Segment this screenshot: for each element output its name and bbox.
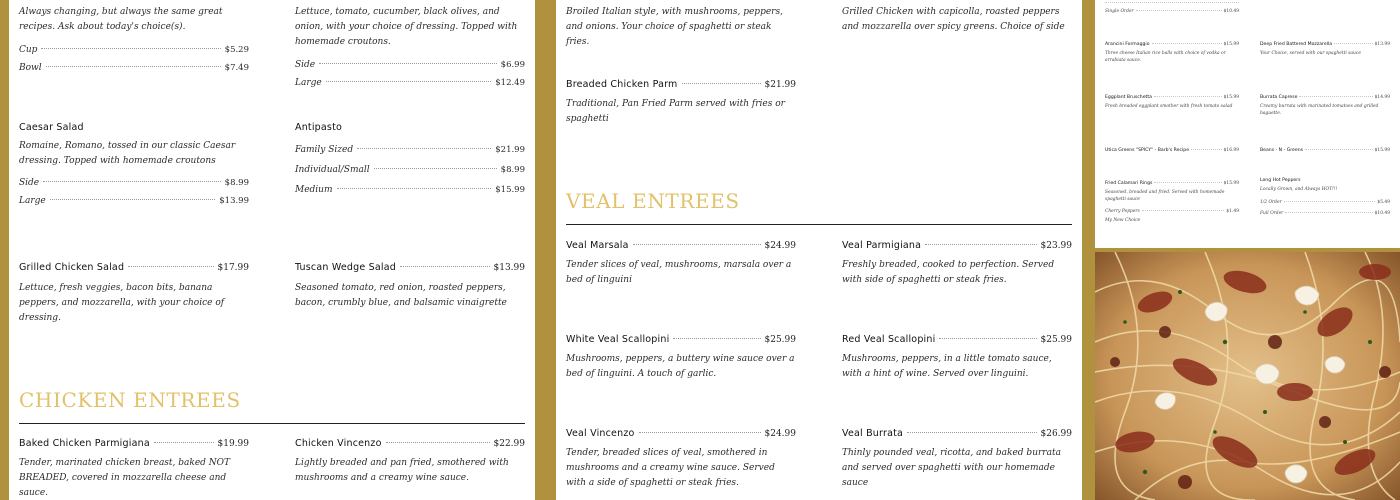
breaded-chicken-parm-item <box>566 79 796 127</box>
price: $15.99 <box>1374 148 1390 153</box>
item-header <box>295 262 525 273</box>
item-header <box>1105 42 1239 47</box>
size-label: Large <box>19 196 46 206</box>
item-header <box>1105 95 1239 100</box>
section-divider <box>19 423 525 424</box>
size-label: Cherry Peppers <box>1105 209 1140 214</box>
price: $15.99 <box>1223 181 1239 186</box>
size-label: Single Order <box>1105 9 1134 14</box>
burrata-caprese-item <box>1260 95 1390 117</box>
price: $19.99 <box>217 439 249 449</box>
price-row <box>19 178 249 188</box>
section-heading-veal: VEAL ENTREES <box>566 189 740 213</box>
fried-mozzarella-item <box>1260 42 1390 58</box>
price-row <box>295 185 525 195</box>
item-description: Lettuce, fresh veggies, bacon bits, banana peppers, and mozzarella, with your choice of dressing. <box>19 283 225 323</box>
size-label: Individual/Small <box>295 165 370 175</box>
item-header <box>566 79 796 90</box>
price-row <box>1260 200 1390 205</box>
item-header <box>842 334 1072 345</box>
item-description: Mushrooms, peppers, in a little tomato sauce, with a hint of wine. Served over linguini. <box>842 354 1052 379</box>
grilled-chicken-salad-item <box>19 262 249 326</box>
price: $7.49 <box>224 63 249 73</box>
item-header <box>1260 148 1390 153</box>
utica-greens-item <box>1105 148 1239 153</box>
price-row <box>1105 209 1239 214</box>
item-description: Traditional, Pan Fried Parm served with fries or spaghetti <box>566 99 785 124</box>
item-description: Thinly pounded veal, ricotta, and baked burrata and served over spaghetti with our homemade sauce <box>842 448 1061 488</box>
cut-off-row <box>1105 0 1239 3</box>
item-description: Locally Grown, and Always HOT!!! <box>1260 187 1338 192</box>
item-description: Creamy burrata with marinated tomatoes and grilled baguette. <box>1260 104 1379 116</box>
item-header <box>1105 181 1239 186</box>
item-title: Baked Chicken Parmigiana <box>19 438 150 449</box>
price: $26.99 <box>1040 429 1072 439</box>
price: $17.99 <box>217 263 249 273</box>
item-header <box>19 438 249 449</box>
veal-burrata-item <box>842 428 1072 491</box>
size-label: Full Order <box>1260 210 1284 216</box>
tuscan-wedge-item <box>295 262 525 311</box>
item-header <box>1260 95 1390 100</box>
long-hot-peppers-item <box>1260 178 1390 216</box>
price: $10.49 <box>1374 210 1390 216</box>
price: $15.99 <box>495 185 525 195</box>
red-veal-scallopini-item <box>842 334 1072 382</box>
veal-parmigiana-item <box>842 240 1072 288</box>
price: $12.49 <box>495 78 525 88</box>
price: $8.99 <box>500 165 525 175</box>
item-title: Veal Marsala <box>566 240 629 251</box>
price: $25.99 <box>1040 335 1072 345</box>
item-title: Long Hot Peppers <box>1260 178 1301 183</box>
beans-greens-item <box>1260 148 1390 153</box>
size-label: Cup <box>19 45 38 55</box>
item-header <box>842 240 1072 251</box>
price-row <box>1105 9 1239 14</box>
price-row <box>295 145 525 155</box>
item-description: Fresh breaded eggplant smother with fresh tomato salad <box>1105 104 1233 109</box>
price: $24.99 <box>764 241 796 251</box>
chicken-vincenzo-item <box>295 438 525 486</box>
price: $15.99 <box>1223 95 1239 100</box>
item-description: Broiled Italian style, with mushrooms, peppers, and onions. Your choice of spaghetti or steak fries. <box>566 7 783 47</box>
price-row <box>295 165 525 175</box>
size-label: Side <box>295 60 316 70</box>
price: $5.49 <box>1377 199 1390 205</box>
size-label: Medium <box>295 185 333 195</box>
item-header <box>566 428 796 439</box>
item-title: Veal Burrata <box>842 428 904 439</box>
item-description: Freshly breaded, cooked to perfection. Served with side of spaghetti or steak fries. <box>842 260 1055 285</box>
item-header <box>566 240 796 251</box>
item-title: Burrata Caprese <box>1260 95 1298 100</box>
item-description: Grilled Chicken with capicolla, roasted peppers and mozzarella over spicy greens. Choice of side <box>842 7 1065 32</box>
soup-item <box>19 5 249 73</box>
item-header <box>19 262 249 273</box>
price: $16.99 <box>1223 148 1239 153</box>
item-description: Tender, marinated chicken breast, baked NOT BREADED, covered in mozzarella cheese and sauce. <box>19 458 231 498</box>
pasta-food-photo <box>1095 252 1400 500</box>
item-description: Your Choice, served with our spaghetti sauce <box>1260 51 1361 56</box>
price: $15.99 <box>1223 42 1239 47</box>
price: $21.99 <box>764 80 796 90</box>
item-title: Grilled Chicken Salad <box>19 262 125 273</box>
item-title: Utica Greens "SPICY" - Barb's Recipe <box>1105 148 1190 153</box>
price: $21.99 <box>495 145 525 155</box>
item-title: Fried Calamari Rings <box>1105 181 1153 186</box>
grilled-chicken-item-description <box>842 5 1072 35</box>
price: $5.29 <box>224 45 249 55</box>
pasta-dish-image <box>1095 252 1400 500</box>
price: $8.99 <box>224 178 249 188</box>
item-note: My New Choice <box>1105 218 1141 223</box>
item-title: Arancini Formaggio <box>1105 42 1150 47</box>
item-header <box>566 334 796 345</box>
item-header <box>1105 148 1239 153</box>
price: $14.99 <box>1374 95 1390 100</box>
price-row <box>295 60 525 70</box>
price-row <box>19 45 249 55</box>
top-price-row <box>1105 9 1239 14</box>
menu-page-veal <box>556 0 1082 500</box>
price: $13.99 <box>1374 42 1390 47</box>
section-divider <box>566 224 1072 225</box>
item-description: Seasoned, breaded and fried. Served with homemade spaghetti sauce <box>1105 190 1225 202</box>
price-row <box>295 78 525 88</box>
antipasto-item <box>295 122 525 195</box>
item-title: Veal Vincenzo <box>566 428 635 439</box>
house-salad-item <box>295 5 525 88</box>
item-header <box>842 428 1072 439</box>
item-title: Breaded Chicken Parm <box>566 79 678 90</box>
salad-description: Lettuce, tomato, cucumber, black olives, and onion, with your choice of dressing. Topped with homemade croutons. <box>295 7 518 47</box>
caesar-salad-item <box>19 122 249 206</box>
baked-chicken-parmigiana-item <box>19 438 249 500</box>
price: $13.99 <box>493 263 525 273</box>
price: $6.99 <box>500 60 525 70</box>
menu-page-appetizers <box>1095 0 1400 248</box>
fried-calamari-item <box>1105 181 1239 225</box>
item-header <box>295 438 525 449</box>
soup-description: Always changing, but always the same great recipes. Ask about today's choice(s). <box>19 7 223 32</box>
item-description: Romaine, Romano, tossed in our classic Caesar dressing. Topped with homemade croutons <box>19 141 236 166</box>
item-description: Tender slices of veal, mushrooms, marsala over a bed of linguini <box>566 260 792 285</box>
item-title: Tuscan Wedge Salad <box>295 262 396 273</box>
item-header <box>1260 42 1390 47</box>
item-description: Lightly breaded and pan fried, smothered with mushrooms and a creamy wine sauce. <box>295 458 509 483</box>
price: $24.99 <box>764 429 796 439</box>
item-description: Tender, breaded slices of veal, smothered in mushrooms and a creamy wine sauce. Served with a side of spaghetti or steak fries. <box>566 448 775 488</box>
price: $25.99 <box>764 335 796 345</box>
size-label: Family Sized <box>295 145 354 155</box>
item-title: Veal Parmigiana <box>842 240 922 251</box>
price: $1.49 <box>1226 209 1239 214</box>
menu-page-salads-chicken <box>9 0 535 500</box>
item-title: White Veal Scallopini <box>566 334 670 345</box>
item-title: Antipasto <box>295 122 343 133</box>
price-row <box>19 196 249 206</box>
item-title: Caesar Salad <box>19 122 84 133</box>
item-description: Three cheese Italian rice balls with choice of vodka or arrabiata sauce. <box>1105 51 1226 63</box>
item-description: Mushrooms, peppers, a buttery wine sauce over a bed of linguini. A touch of garlic. <box>566 354 795 379</box>
arancini-item <box>1105 42 1239 64</box>
size-label: Bowl <box>19 63 42 73</box>
price: $23.99 <box>1040 241 1072 251</box>
section-heading-chicken: CHICKEN ENTREES <box>19 388 241 412</box>
item-title: Beans - N - Greens <box>1260 148 1303 153</box>
price-row <box>1260 211 1390 216</box>
price-row <box>19 63 249 73</box>
size-label: 1/2 Order <box>1260 199 1282 205</box>
size-label: Side <box>19 178 40 188</box>
price: $13.99 <box>219 196 249 206</box>
price: $10.49 <box>1223 9 1239 14</box>
item-title: Red Veal Scallopini <box>842 334 936 345</box>
price: $22.99 <box>493 439 525 449</box>
veal-vincenzo-item <box>566 428 796 491</box>
broiled-item-description <box>566 5 796 50</box>
item-title: Eggplant Bruschetta <box>1105 95 1152 100</box>
item-title: Chicken Vincenzo <box>295 438 382 449</box>
item-description: Seasoned tomato, red onion, roasted peppers, bacon, crumbly blue, and balsamic vinaigrette <box>295 283 507 308</box>
eggplant-bruschetta-item <box>1105 95 1239 111</box>
size-label: Large <box>295 78 322 88</box>
item-title: Deep Fried Battered Mozzarella <box>1260 42 1333 47</box>
veal-marsala-item <box>566 240 796 288</box>
white-veal-scallopini-item <box>566 334 796 382</box>
